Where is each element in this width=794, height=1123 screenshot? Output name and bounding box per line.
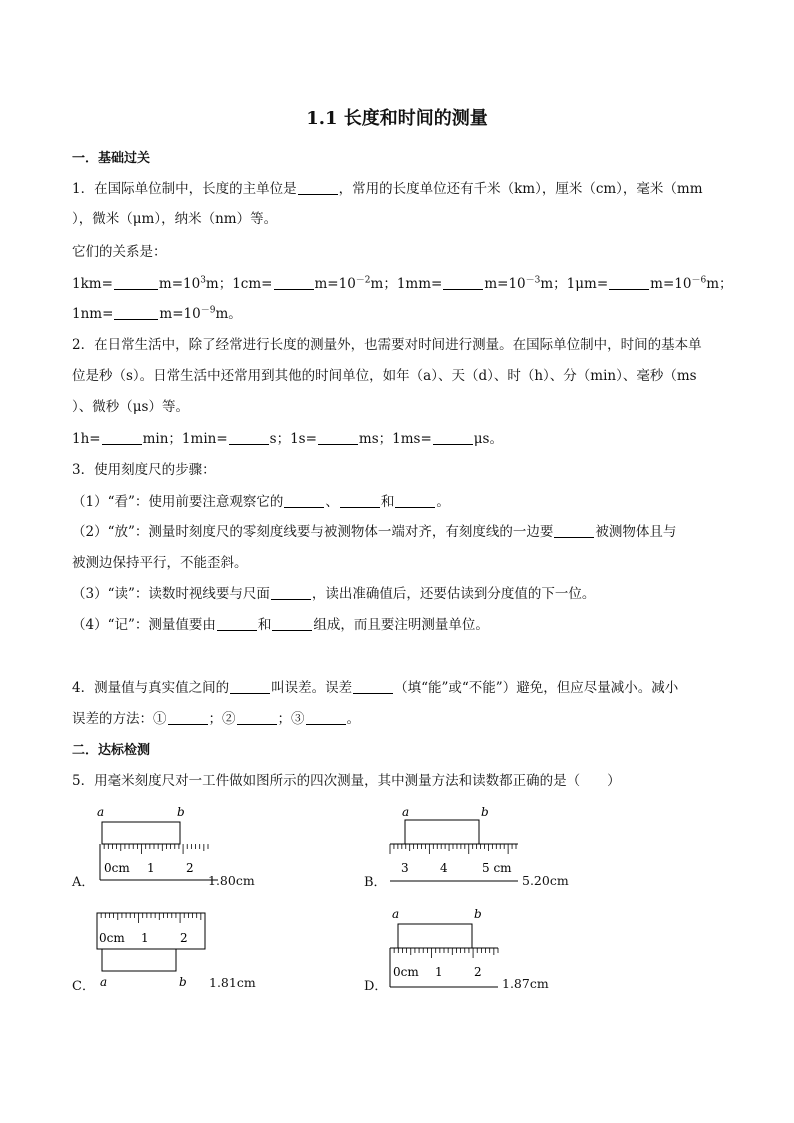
q2-conversions: 1h= min；1min= s；1s= ms；1ms= μs。 — [72, 431, 503, 447]
ruler-figure-a — [90, 800, 220, 890]
answer-blank[interactable] — [229, 431, 269, 446]
option-c-label[interactable]: C． — [72, 979, 95, 994]
answer-blank[interactable] — [395, 494, 435, 509]
answer-blank[interactable] — [271, 586, 311, 601]
point-a-label: a — [402, 805, 410, 819]
point-b-label: b — [474, 907, 482, 921]
q4-line-2: 误差的方法：① ；② ；③ 。 — [72, 711, 360, 727]
q1-line-3: 它们的关系是： — [72, 244, 167, 260]
q2-line-1: 2．在日常生活中，除了经常进行长度的测量外，也需要对时间进行测量。在国际单位制中，时间的基本单 — [72, 337, 702, 353]
answer-blank[interactable] — [284, 494, 324, 509]
tick-label: 3 — [401, 861, 409, 875]
option-a-reading: 1.80cm — [208, 873, 255, 888]
answer-blank[interactable] — [340, 494, 380, 509]
ruler-figure-b — [388, 800, 523, 890]
q1-relations-line-1: $1km= m=10^3m$；$1cm= m=10^{-2}m$；$1mm= m=10^{-3}m$；$1\mu m= m=10^{-6}m$； — [72, 275, 733, 292]
q5-stem: 5．用毫米刻度尺对一工件做如图所示的四次测量，其中测量方法和读数都正确的是（ ） — [72, 773, 621, 789]
point-b-label: b — [481, 805, 489, 819]
option-c-reading: 1.81cm — [209, 975, 256, 990]
point-a-label: a — [97, 805, 105, 819]
point-a-label: a — [100, 975, 108, 989]
q2-line-3: ）、微秒（μs）等。 — [72, 399, 189, 415]
answer-blank[interactable] — [609, 276, 649, 291]
tick-label: 1 — [147, 861, 155, 875]
answer-blank[interactable] — [102, 431, 142, 446]
q3-step-4: （4）“记”：测量值要由 和 组成，而且要注明测量单位。 — [72, 617, 489, 633]
answer-blank[interactable] — [433, 431, 473, 446]
q3-step-2-cont: 被测边保持平行，不能歪斜。 — [72, 555, 248, 571]
ruler-ticks — [390, 948, 498, 958]
answer-blank[interactable] — [237, 711, 277, 726]
point-a-label: a — [392, 907, 400, 921]
ruler-ticks — [390, 844, 516, 854]
answer-blank[interactable] — [272, 617, 312, 632]
answer-blank[interactable] — [443, 276, 483, 291]
workpiece-block — [398, 924, 472, 948]
answer-blank[interactable] — [114, 306, 158, 321]
answer-blank[interactable] — [217, 617, 257, 632]
point-b-label: b — [177, 805, 185, 819]
q4-line-1: 4．测量值与真实值之间的 叫误差。误差 （填“能”或“不能”）避免，但应尽量减小。减小 — [72, 680, 679, 696]
tick-label: 2 — [186, 861, 194, 875]
ruler-ticks — [100, 844, 208, 854]
option-b-reading: 5.20cm — [522, 873, 569, 888]
tick-label: 5 cm — [482, 861, 512, 875]
workpiece-block — [405, 820, 479, 844]
answer-blank[interactable] — [353, 680, 393, 695]
page-title: 1.1 长度和时间的测量 — [306, 108, 488, 129]
answer-blank[interactable] — [114, 276, 158, 291]
option-d-reading: 1.87cm — [502, 976, 549, 991]
workpiece-block — [102, 822, 180, 844]
answer-blank[interactable] — [318, 431, 358, 446]
workpiece-block — [102, 949, 176, 971]
option-d-label[interactable]: D． — [364, 979, 388, 994]
tick-label: 0cm — [393, 965, 419, 979]
tick-label: 2 — [474, 965, 482, 979]
tick-label: 4 — [440, 861, 448, 875]
ruler-ticks — [97, 913, 205, 923]
answer-blank[interactable] — [554, 524, 594, 539]
option-a-label[interactable]: A． — [72, 875, 95, 890]
point-b-label: b — [179, 975, 187, 989]
q1-line-2: ），微米（μm），纳米（nm）等。 — [72, 211, 278, 227]
tick-label: 0cm — [99, 931, 125, 945]
option-b-label[interactable]: B． — [364, 875, 387, 890]
q3-step-3: （3）“读”：读数时视线要与尺面 ，读出准确值后，还要估读到分度值的下一位。 — [72, 586, 596, 602]
answer-blank[interactable] — [306, 711, 346, 726]
answer-blank[interactable] — [274, 276, 314, 291]
tick-label: 1 — [141, 931, 149, 945]
ruler-figure-c — [90, 905, 220, 995]
section-heading-assessment: 二．达标检测 — [72, 743, 151, 758]
answer-blank[interactable] — [168, 711, 208, 726]
tick-label: 1 — [435, 965, 443, 979]
q3-step-1: （1）“看”：使用前要注意观察它的 、 和 。 — [72, 494, 450, 510]
q2-line-2: 位是秒（s）。日常生活中还常用到其他的时间单位，如年（a）、天（d）、时（h）、分（min）、毫秒（ms — [72, 368, 697, 384]
q1-relations-line-2: $1nm= m=10^{-9}m$。 — [72, 305, 242, 322]
ruler-figure-d — [386, 902, 521, 994]
section-heading-basics: 一．基础过关 — [72, 151, 151, 166]
q3-step-2: （2）“放”：测量时刻度尺的零刻度线要与被测物体一端对齐，有刻度线的一边要 被测物体且与 — [72, 524, 677, 540]
q3-intro: 3．使用刻度尺的步骤： — [72, 462, 216, 478]
q1-line-1: 1．在国际单位制中，长度的主单位是 ，常用的长度单位还有千米（km），厘米（cm），毫米（mm — [72, 181, 703, 197]
answer-blank[interactable] — [298, 181, 338, 196]
tick-label: 2 — [180, 931, 188, 945]
tick-label: 0cm — [104, 861, 130, 875]
answer-blank[interactable] — [230, 680, 270, 695]
